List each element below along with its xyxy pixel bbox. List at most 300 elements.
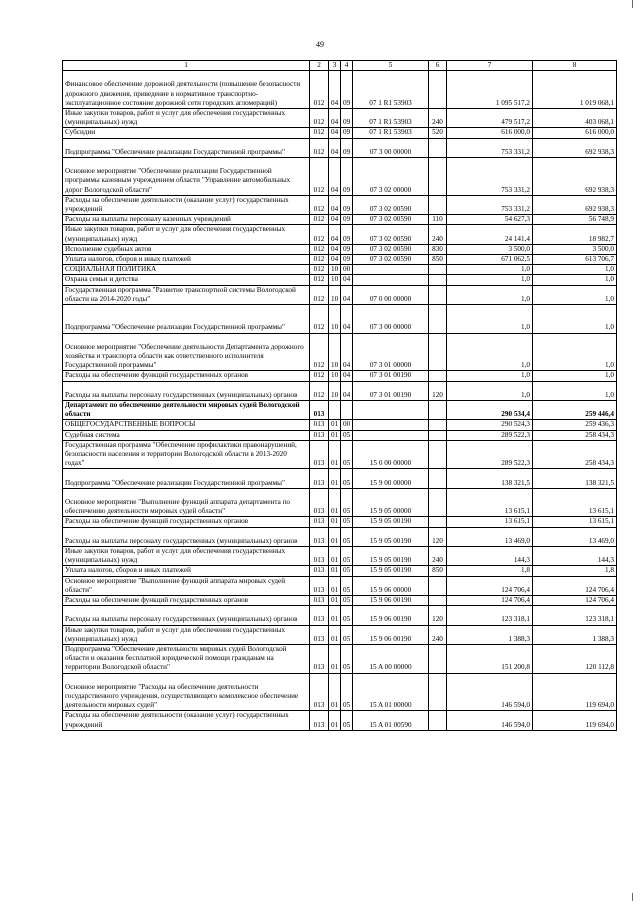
row-subsection: 09	[341, 225, 353, 244]
row-amount-year1: 13 469,0	[447, 527, 533, 546]
table-row	[63, 265, 617, 275]
row-target-article: 07 3 02 00590	[353, 255, 429, 265]
row-name: Подпрограмма "Обеспечение деятельности мировых судей Вологодской области и оказания бесплатной юридической помощи гражданам на территории Вологодской области"	[63, 645, 310, 674]
row-expense-type	[429, 371, 447, 381]
row-amount-year1: 24 141,4	[447, 225, 533, 244]
table-row	[63, 333, 617, 371]
row-amount-year2: 616 000,0	[533, 128, 617, 138]
row-amount-year2: 124 706,4	[533, 596, 617, 606]
row-section: 01	[329, 420, 341, 430]
header-cell: 5	[353, 61, 429, 71]
table-row	[63, 673, 617, 711]
row-amount-year2: 692 938,3	[533, 138, 617, 157]
header-cell: 2	[310, 61, 329, 71]
row-section: 01	[329, 469, 341, 488]
row-admin-code: 012	[310, 371, 329, 381]
row-amount-year1: 1 388,3	[447, 625, 533, 644]
row-target-article: 15 9 06 00000	[353, 576, 429, 595]
row-expense-type	[429, 71, 447, 109]
row-subsection: 05	[341, 430, 353, 440]
row-name: Расходы на выплаты персоналу казенных учреждений	[63, 215, 310, 225]
header-row	[63, 61, 617, 71]
row-expense-type: 240	[429, 625, 447, 644]
table-row	[63, 566, 617, 576]
row-amount-year2: 1,0	[533, 275, 617, 285]
row-name: Уплата налогов, сборов и иных платежей	[63, 255, 310, 265]
table-row	[63, 517, 617, 527]
row-target-article	[353, 275, 429, 285]
row-subsection: 05	[341, 606, 353, 625]
table-row	[63, 469, 617, 488]
row-section: 04	[329, 128, 341, 138]
row-name: Подпрограмма "Обеспечение реализации Государственной программы"	[63, 305, 310, 334]
row-admin-code: 012	[310, 275, 329, 285]
row-admin-code: 013	[310, 517, 329, 527]
row-expense-type	[429, 275, 447, 285]
row-amount-year2: 3 500,0	[533, 244, 617, 254]
row-section: 01	[329, 566, 341, 576]
row-amount-year1: 13 615,1	[447, 517, 533, 527]
row-expense-type	[429, 420, 447, 430]
row-admin-code: 013	[310, 596, 329, 606]
row-amount-year2: 692 938,3	[533, 195, 617, 214]
table-row	[63, 645, 617, 674]
row-amount-year2: 258 434,3	[533, 430, 617, 440]
row-subsection: 05	[341, 625, 353, 644]
row-target-article: 07 3 01 00000	[353, 333, 429, 371]
row-name: Финансовое обеспечение дорожной деятельности (повышение безопасности дорожного движения, приведение в нормативное транспортно-эксплуатационное состояние дорожной сети городских агломераций)	[63, 71, 310, 109]
row-amount-year1: 123 318,1	[447, 606, 533, 625]
row-amount-year2: 259 436,3	[533, 420, 617, 430]
row-target-article: 15 9 05 00190	[353, 566, 429, 576]
row-admin-code: 012	[310, 255, 329, 265]
table-row	[63, 430, 617, 440]
row-target-article: 15 9 06 00190	[353, 625, 429, 644]
table-row	[63, 381, 617, 400]
row-expense-type: 240	[429, 225, 447, 244]
row-amount-year2: 124 706,4	[533, 576, 617, 595]
row-section: 10	[329, 371, 341, 381]
row-section: 10	[329, 333, 341, 371]
row-amount-year2: 119 694,0	[533, 711, 617, 730]
row-expense-type	[429, 440, 447, 469]
row-subsection: 09	[341, 128, 353, 138]
row-subsection: 09	[341, 109, 353, 128]
row-admin-code: 013	[310, 606, 329, 625]
row-name: Охрана семьи и детства	[63, 275, 310, 285]
row-expense-type	[429, 285, 447, 304]
row-name: Основное мероприятие "Обеспечение деятельности Департамента дорожного хозяйства и транспорта области как ответственного исполнителя Государственной программы"	[63, 333, 310, 371]
row-section: 10	[329, 265, 341, 275]
table-row	[63, 527, 617, 546]
table-row	[63, 244, 617, 254]
row-amount-year2: 613 706,7	[533, 255, 617, 265]
row-subsection: 00	[341, 420, 353, 430]
row-amount-year1: 479 517,2	[447, 109, 533, 128]
row-target-article: 07 3 02 00590	[353, 244, 429, 254]
row-amount-year1: 146 594,0	[447, 711, 533, 730]
row-section: 01	[329, 673, 341, 711]
row-amount-year1: 151 200,8	[447, 645, 533, 674]
row-expense-type: 830	[429, 244, 447, 254]
row-subsection: 04	[341, 333, 353, 371]
row-expense-type	[429, 333, 447, 371]
row-name: СОЦИАЛЬНАЯ ПОЛИТИКА	[63, 265, 310, 275]
row-section	[329, 401, 341, 420]
table-row	[63, 138, 617, 157]
row-expense-type: 120	[429, 606, 447, 625]
row-target-article: 07 3 02 00590	[353, 225, 429, 244]
row-target-article	[353, 265, 429, 275]
row-section: 01	[329, 625, 341, 644]
row-name: Основное мероприятие "Обеспечение реализации Государственной программы казенным учреждением области "Управление автомобильных дорог Вологодской области"	[63, 158, 310, 196]
row-subsection: 05	[341, 711, 353, 730]
row-target-article: 15 9 00 00000	[353, 469, 429, 488]
row-admin-code: 012	[310, 109, 329, 128]
row-admin-code: 012	[310, 138, 329, 157]
row-target-article: 15 9 05 00190	[353, 527, 429, 546]
row-admin-code: 013	[310, 645, 329, 674]
row-expense-type	[429, 711, 447, 730]
row-name: Расходы на обеспечение функций государственных органов	[63, 517, 310, 527]
table-row	[63, 255, 617, 265]
table-row	[63, 625, 617, 644]
row-expense-type	[429, 596, 447, 606]
row-admin-code: 012	[310, 265, 329, 275]
row-admin-code: 012	[310, 305, 329, 334]
row-section: 10	[329, 381, 341, 400]
row-amount-year2: 1 019 068,1	[533, 71, 617, 109]
budget-table	[62, 60, 617, 731]
row-section: 01	[329, 576, 341, 595]
scan-edge-mark	[632, 893, 633, 901]
row-section: 04	[329, 138, 341, 157]
row-admin-code: 012	[310, 195, 329, 214]
row-subsection: 00	[341, 265, 353, 275]
row-subsection: 09	[341, 255, 353, 265]
row-subsection: 05	[341, 527, 353, 546]
row-section: 04	[329, 244, 341, 254]
header-cell: 3	[329, 61, 341, 71]
row-amount-year2: 13 615,1	[533, 517, 617, 527]
row-amount-year1: 1,0	[447, 333, 533, 371]
row-target-article: 07 1 R1 53903	[353, 109, 429, 128]
row-admin-code: 012	[310, 128, 329, 138]
row-amount-year2: 144,3	[533, 547, 617, 566]
row-section: 01	[329, 596, 341, 606]
row-name: Уплата налогов, сборов и иных платежей	[63, 566, 310, 576]
row-expense-type: 520	[429, 128, 447, 138]
row-section: 10	[329, 275, 341, 285]
row-subsection: 09	[341, 158, 353, 196]
row-section: 04	[329, 215, 341, 225]
row-admin-code: 013	[310, 469, 329, 488]
row-admin-code: 013	[310, 711, 329, 730]
row-amount-year2: 403 068,1	[533, 109, 617, 128]
row-amount-year1: 124 706,4	[447, 576, 533, 595]
row-expense-type	[429, 138, 447, 157]
header-cell: 8	[533, 61, 617, 71]
row-subsection: 05	[341, 440, 353, 469]
row-subsection: 04	[341, 381, 353, 400]
table-row	[63, 285, 617, 304]
row-admin-code: 012	[310, 225, 329, 244]
row-expense-type	[429, 517, 447, 527]
table-row	[63, 215, 617, 225]
row-name: Расходы на выплаты персоналу государственных (муниципальных) органов	[63, 381, 310, 400]
row-name: Основное мероприятие "Расходы на обеспечение деятельности государственного учреждения, осуществляющего комплексное обеспечение деятельности мировых судей"	[63, 673, 310, 711]
row-amount-year1: 1 095 517,2	[447, 71, 533, 109]
row-amount-year1: 1,0	[447, 275, 533, 285]
row-amount-year1: 144,3	[447, 547, 533, 566]
row-subsection: 09	[341, 71, 353, 109]
row-amount-year1: 1,8	[447, 566, 533, 576]
row-name: Департамент по обеспечению деятельности мировых судей Вологодской области	[63, 401, 310, 420]
row-section: 04	[329, 109, 341, 128]
row-amount-year1: 1,0	[447, 381, 533, 400]
row-expense-type: 120	[429, 381, 447, 400]
row-name: ОБЩЕГОСУДАРСТВЕННЫЕ ВОПРОСЫ	[63, 420, 310, 430]
row-target-article: 15 9 05 00190	[353, 547, 429, 566]
row-amount-year2: 120 112,8	[533, 645, 617, 674]
row-admin-code: 012	[310, 381, 329, 400]
row-name: Иные закупки товаров, работ и услуг для обеспечения государственных (муниципальных) нужд	[63, 547, 310, 566]
row-admin-code: 013	[310, 547, 329, 566]
row-section: 01	[329, 711, 341, 730]
row-amount-year2: 1,0	[533, 371, 617, 381]
row-amount-year2: 56 748,9	[533, 215, 617, 225]
row-expense-type: 240	[429, 547, 447, 566]
header-cell: 1	[63, 61, 310, 71]
row-admin-code: 012	[310, 285, 329, 304]
row-section: 01	[329, 527, 341, 546]
header-cell: 6	[429, 61, 447, 71]
row-subsection: 09	[341, 138, 353, 157]
row-name: Подпрограмма "Обеспечение реализации Государственной программы"	[63, 138, 310, 157]
row-section: 01	[329, 547, 341, 566]
row-amount-year2: 1,8	[533, 566, 617, 576]
row-subsection	[341, 401, 353, 420]
row-amount-year1: 289 522,3	[447, 440, 533, 469]
row-expense-type	[429, 305, 447, 334]
row-amount-year1: 753 331,2	[447, 158, 533, 196]
scan-edge-mark	[632, 0, 633, 8]
row-section: 01	[329, 606, 341, 625]
row-amount-year1: 138 321,5	[447, 469, 533, 488]
row-amount-year2: 259 446,4	[533, 401, 617, 420]
row-section: 01	[329, 645, 341, 674]
row-target-article: 07 3 00 00000	[353, 305, 429, 334]
row-amount-year2: 1,0	[533, 265, 617, 275]
row-subsection: 05	[341, 645, 353, 674]
table-row	[63, 711, 617, 730]
row-subsection: 05	[341, 488, 353, 517]
row-admin-code: 013	[310, 527, 329, 546]
row-amount-year1: 13 615,1	[447, 488, 533, 517]
row-name: Иные закупки товаров, работ и услуг для обеспечения государственных (муниципальных) нужд	[63, 109, 310, 128]
row-expense-type: 850	[429, 566, 447, 576]
row-expense-type	[429, 430, 447, 440]
row-amount-year1: 1,0	[447, 305, 533, 334]
row-amount-year2: 1,0	[533, 333, 617, 371]
row-admin-code: 012	[310, 71, 329, 109]
row-expense-type: 120	[429, 527, 447, 546]
row-subsection: 04	[341, 285, 353, 304]
row-target-article	[353, 430, 429, 440]
row-subsection: 05	[341, 469, 353, 488]
row-target-article: 07 3 02 00000	[353, 158, 429, 196]
header-cell: 4	[341, 61, 353, 71]
row-subsection: 05	[341, 596, 353, 606]
row-section: 10	[329, 285, 341, 304]
row-target-article: 15 0 00 00000	[353, 440, 429, 469]
row-section: 01	[329, 517, 341, 527]
row-admin-code: 012	[310, 215, 329, 225]
row-name: Иные закупки товаров, работ и услуг для обеспечения государственных (муниципальных) нужд	[63, 225, 310, 244]
row-target-article: 07 3 01 00190	[353, 381, 429, 400]
row-subsection: 05	[341, 517, 353, 527]
row-admin-code: 013	[310, 488, 329, 517]
row-name: Расходы на обеспечение деятельности (оказание услуг) государственных учреждений	[63, 195, 310, 214]
row-subsection: 05	[341, 576, 353, 595]
row-amount-year1: 124 706,4	[447, 596, 533, 606]
row-section: 04	[329, 158, 341, 196]
row-expense-type	[429, 673, 447, 711]
table-row	[63, 440, 617, 469]
page-number: 49	[316, 40, 324, 49]
row-amount-year2: 692 938,3	[533, 158, 617, 196]
table-row	[63, 371, 617, 381]
table-row	[63, 275, 617, 285]
row-section: 04	[329, 255, 341, 265]
row-expense-type: 240	[429, 109, 447, 128]
row-amount-year1: 1,0	[447, 371, 533, 381]
row-amount-year2: 258 434,3	[533, 440, 617, 469]
row-admin-code: 013	[310, 576, 329, 595]
row-section: 04	[329, 225, 341, 244]
row-amount-year2: 1,0	[533, 381, 617, 400]
row-amount-year1: 753 331,2	[447, 138, 533, 157]
row-amount-year1: 1,0	[447, 265, 533, 275]
row-subsection: 04	[341, 275, 353, 285]
row-admin-code: 013	[310, 401, 329, 420]
row-target-article: 07 1 R1 53903	[353, 71, 429, 109]
row-amount-year2: 138 321,5	[533, 469, 617, 488]
row-target-article: 07 3 01 00190	[353, 371, 429, 381]
row-target-article: 15 A 01 00000	[353, 673, 429, 711]
row-section: 04	[329, 195, 341, 214]
row-target-article: 07 3 02 00590	[353, 195, 429, 214]
row-target-article: 07 1 R1 53903	[353, 128, 429, 138]
row-subsection: 09	[341, 215, 353, 225]
table-row	[63, 158, 617, 196]
row-section: 01	[329, 440, 341, 469]
row-amount-year1: 289 522,3	[447, 430, 533, 440]
row-target-article	[353, 420, 429, 430]
row-section: 10	[329, 305, 341, 334]
row-amount-year2: 123 318,1	[533, 606, 617, 625]
row-expense-type	[429, 265, 447, 275]
row-amount-year1: 146 594,0	[447, 673, 533, 711]
row-name: Основное мероприятие "Выполнение функций аппарата мировых судей области"	[63, 576, 310, 595]
row-name: Расходы на обеспечение деятельности (оказание услуг) государственных учреждений	[63, 711, 310, 730]
row-subsection: 05	[341, 673, 353, 711]
row-admin-code: 013	[310, 566, 329, 576]
row-target-article: 15 9 05 00000	[353, 488, 429, 517]
row-amount-year2: 1 388,3	[533, 625, 617, 644]
row-name: Судебная система	[63, 430, 310, 440]
row-expense-type: 110	[429, 215, 447, 225]
table-row	[63, 576, 617, 595]
row-subsection: 09	[341, 195, 353, 214]
row-amount-year1: 54 627,3	[447, 215, 533, 225]
row-amount-year1: 616 000,0	[447, 128, 533, 138]
header-cell: 7	[447, 61, 533, 71]
row-amount-year2: 18 982,7	[533, 225, 617, 244]
table-row	[63, 420, 617, 430]
table-row	[63, 195, 617, 214]
row-expense-type	[429, 195, 447, 214]
row-expense-type	[429, 645, 447, 674]
table-row	[63, 71, 617, 109]
row-amount-year2: 13 469,0	[533, 527, 617, 546]
table-row	[63, 305, 617, 334]
row-admin-code: 013	[310, 420, 329, 430]
row-amount-year1: 290 524,3	[447, 420, 533, 430]
row-name: Расходы на обеспечение функций государственных органов	[63, 371, 310, 381]
row-admin-code: 013	[310, 673, 329, 711]
row-name: Расходы на выплаты персоналу государственных (муниципальных) органов	[63, 527, 310, 546]
table-row	[63, 128, 617, 138]
row-amount-year1: 753 331,2	[447, 195, 533, 214]
row-name: Государственная программа "Развитие транспортной системы Вологодской области на 2014-2020 годы"	[63, 285, 310, 304]
row-admin-code: 013	[310, 625, 329, 644]
row-section: 04	[329, 71, 341, 109]
table-row	[63, 109, 617, 128]
row-expense-type	[429, 401, 447, 420]
row-amount-year1: 3 500,0	[447, 244, 533, 254]
row-expense-type: 850	[429, 255, 447, 265]
row-name: Исполнение судебных актов	[63, 244, 310, 254]
table-row	[63, 488, 617, 517]
row-target-article: 07 3 02 00590	[353, 215, 429, 225]
row-target-article: 07 0 00 00000	[353, 285, 429, 304]
row-subsection: 05	[341, 547, 353, 566]
row-target-article	[353, 401, 429, 420]
row-amount-year2: 119 694,0	[533, 673, 617, 711]
row-admin-code: 012	[310, 158, 329, 196]
row-amount-year1: 290 534,4	[447, 401, 533, 420]
row-admin-code: 013	[310, 430, 329, 440]
row-subsection: 04	[341, 305, 353, 334]
row-expense-type	[429, 158, 447, 196]
row-target-article: 15 9 06 00190	[353, 596, 429, 606]
row-subsection: 05	[341, 566, 353, 576]
row-name: Подпрограмма "Обеспечение реализации Государственной программы"	[63, 469, 310, 488]
table-row	[63, 606, 617, 625]
row-target-article: 15 9 05 00190	[353, 517, 429, 527]
row-admin-code: 012	[310, 244, 329, 254]
row-name: Расходы на обеспечение функций государственных органов	[63, 596, 310, 606]
row-name: Расходы на выплаты персоналу государственных (муниципальных) органов	[63, 606, 310, 625]
row-amount-year2: 1,0	[533, 285, 617, 304]
row-amount-year2: 1,0	[533, 305, 617, 334]
row-amount-year2: 13 615,1	[533, 488, 617, 517]
row-expense-type	[429, 488, 447, 517]
row-expense-type	[429, 469, 447, 488]
row-expense-type	[429, 576, 447, 595]
row-name: Основное мероприятие "Выполнение функций аппарата департамента по обеспечению деятельности мировых судей области"	[63, 488, 310, 517]
